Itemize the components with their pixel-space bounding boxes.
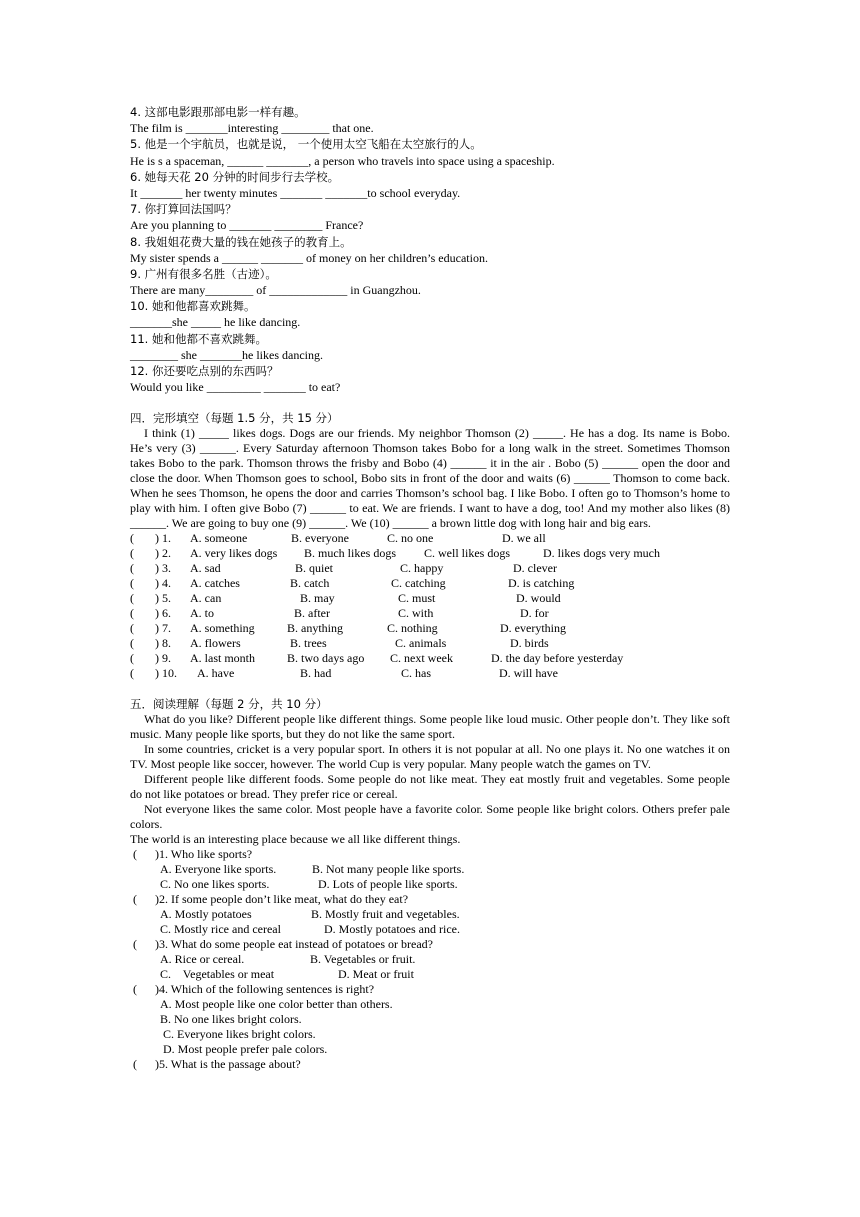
question-number: ( ) 4. xyxy=(130,576,171,591)
option-d: D. Mostly potatoes and rice. xyxy=(324,922,460,937)
option-a: A. catches xyxy=(190,576,240,591)
option-c: C. Everyone likes bright colors. xyxy=(160,1027,316,1042)
option-a: A. have xyxy=(197,666,235,681)
question-number: ( ) 8. xyxy=(130,636,171,651)
option-d: D. the day before yesterday xyxy=(491,651,624,666)
option-c: C. well likes dogs xyxy=(424,546,510,561)
option-c: C. happy xyxy=(400,561,444,576)
translation-prompt: 10. 她和他都喜欢跳舞。 xyxy=(130,299,256,314)
reading-question: ( )4. Which of the following sentences is right? xyxy=(130,982,375,997)
option-b: B. two days ago xyxy=(287,651,365,666)
option-a: A. Rice or cereal. xyxy=(160,952,245,967)
option-a: A. very likes dogs xyxy=(190,546,278,561)
option-b: B. Mostly fruit and vegetables. xyxy=(311,907,460,922)
translation-prompt: 12. 你还要吃点别的东西吗？ xyxy=(130,364,279,378)
cloze-question xyxy=(130,666,730,681)
cloze-passage: I think (1) _____ likes dogs. Dogs are our friends. My neighbor Thomson (2) _____. He has a dog. Its name is Bobo. He’s very (3) ______. Every Saturday afternoon Thomson takes Bobo for a long walk in the street. Sometimes Thomson takes Bobo to the park. Thomson throws the frisby and Bobo (4) ______ it in the air . Bobo (5) ______ open the door and close the door. When Thomson goes to school, Bobo sits in front of the door and waits (6) ______ Thomson to come back. When he sees Thomson, he opens the door and carries Thomson’s school bag. I like Bobo. I often go to Thomson’s home to play with him. I often give Bobo (7) ______ to eat. We are friends. I want to have a dog, too! And my mother also likes (8) ______. We are going to buy one (9) ______. We (10) ______ a brown little dog with long hair and big ears. xyxy=(130,426,730,531)
option-d: D. Meat or fruit xyxy=(338,967,414,982)
translation-sentence: ________ she _______he likes dancing. xyxy=(130,347,323,362)
option-c: C. with xyxy=(398,606,434,621)
option-row xyxy=(130,922,730,937)
option-d: D. clever xyxy=(513,561,557,576)
reading-paragraph: What do you like? Different people like different things. Some people like loud music. Other people don’t. They like soft music. Many people like sports, but they do not like the same sport. xyxy=(130,712,730,742)
reading-question: ( )5. What is the passage about? xyxy=(130,1057,301,1072)
option-a: A. to xyxy=(190,606,214,621)
translation-prompt: 5. 他是一个宇航员，也就是说， 一个使用太空飞船在太空旅行的人。 xyxy=(130,137,482,152)
question-number: ( ) 3. xyxy=(130,561,171,576)
translation-prompt: 9. 广州有很多名胜（古迹）。 xyxy=(130,266,277,281)
option-a: A. can xyxy=(190,591,222,606)
option-c: C. must xyxy=(398,591,436,606)
option-b: B. much likes dogs xyxy=(304,546,396,561)
translation-sentence: It _______ her twenty minutes _______ _______to school everyday. xyxy=(130,185,461,200)
question-number: ( ) 5. xyxy=(130,591,171,606)
option-d: D. likes dogs very much xyxy=(543,546,660,561)
option-b: B. catch xyxy=(290,576,330,591)
option-a: A. flowers xyxy=(190,636,241,651)
translation-sentence: Would you like _________ _______ to eat? xyxy=(130,380,341,395)
option-c: C. no one xyxy=(387,531,434,546)
option-b: B. quiet xyxy=(295,561,333,576)
option-d: D. is catching xyxy=(508,576,575,591)
option-row xyxy=(130,967,730,982)
reading-paragraph: Different people like different foods. Some people do not like meat. They eat mostly fruit and vegetables. Some people do not like potatoes or bread. They prefer rice or cereal. xyxy=(130,772,730,802)
translation-prompt: 6. 她每天花 20 分钟的时间步行去学校。 xyxy=(130,169,340,184)
option-a: A. someone xyxy=(190,531,248,546)
translation-prompt: 7. 你打算回法国吗？ xyxy=(130,202,237,217)
option-c: C. catching xyxy=(391,576,446,591)
translation-sentence: There are many________ of _____________ in Guangzhou. xyxy=(130,283,421,298)
translation-sentence: The film is _______interesting ________ that one. xyxy=(130,121,374,136)
translation-sentence: He is s a spaceman, ______ _______, a person who travels into space using a spaceship. xyxy=(130,153,555,168)
option-b: B. may xyxy=(300,591,335,606)
cloze-question xyxy=(130,561,730,576)
worksheet-page xyxy=(130,104,730,1072)
cloze-title: 四．完形填空（每题 1.5 分，共 15 分） xyxy=(130,411,339,426)
option-a: A. Everyone like sports. xyxy=(160,862,277,877)
question-number: ( ) 2. xyxy=(130,546,171,561)
cloze-question xyxy=(130,621,730,636)
cloze-question xyxy=(130,546,730,561)
cloze-section xyxy=(130,410,730,681)
option-a: A. Most people like one color better than others. xyxy=(160,997,393,1012)
option-row xyxy=(130,952,730,967)
translation-section xyxy=(130,104,730,395)
reading-question: ( )2. If some people don’t like meat, what do they eat? xyxy=(130,892,409,907)
option-b: B. had xyxy=(300,666,332,681)
translation-sentence: _______she _____ he like dancing. xyxy=(130,315,301,330)
option-d: D. Most people prefer pale colors. xyxy=(160,1042,328,1057)
reading-question: ( )3. What do some people eat instead of potatoes or bread? xyxy=(130,937,434,952)
translation-sentence: My sister spends a ______ _______ of money on her children’s education. xyxy=(130,250,488,265)
cloze-question xyxy=(130,636,730,651)
reading-paragraph: In some countries, cricket is a very popular sport. In others it is not popular at all. No one plays it. No one watches it on TV. Most people like soccer, however. The world Cup is very popular. Many people watch the games on TV. xyxy=(130,742,730,772)
question-number: ( ) 1. xyxy=(130,531,171,546)
option-d: D. we all xyxy=(502,531,546,546)
translation-prompt: 4. 这部电影跟那部电影一样有趣。 xyxy=(130,105,306,119)
option-b: B. Not many people like sports. xyxy=(312,862,465,877)
question-number: ( ) 7. xyxy=(130,621,171,636)
option-row xyxy=(130,1042,730,1057)
option-b: B. trees xyxy=(290,636,327,651)
option-d: D. will have xyxy=(499,666,558,681)
option-a: A. Mostly potatoes xyxy=(160,907,252,922)
cloze-questions xyxy=(130,531,730,681)
option-c: C. has xyxy=(401,666,431,681)
cloze-question xyxy=(130,606,730,621)
option-row xyxy=(130,877,730,892)
option-a: A. something xyxy=(190,621,255,636)
option-c: C. No one likes sports. xyxy=(160,877,270,892)
option-d: D. for xyxy=(520,606,549,621)
reading-paragraph: Not everyone likes the same color. Most people have a favorite color. Some people like bright colors. Others prefer pale colors. xyxy=(130,802,730,832)
option-row xyxy=(130,997,730,1012)
option-row xyxy=(130,862,730,877)
reading-closing: The world is an interesting place because we all like different things. xyxy=(130,832,461,847)
option-row xyxy=(130,1012,730,1027)
option-row xyxy=(130,907,730,922)
cloze-question xyxy=(130,576,730,591)
option-a: A. sad xyxy=(190,561,221,576)
cloze-question xyxy=(130,651,730,666)
option-d: D. everything xyxy=(500,621,566,636)
option-b: B. No one likes bright colors. xyxy=(160,1012,302,1027)
question-number: ( ) 10. xyxy=(130,666,177,681)
option-d: D. birds xyxy=(510,636,549,651)
cloze-question xyxy=(130,531,730,546)
option-row xyxy=(130,1027,730,1042)
option-c: C. nothing xyxy=(387,621,438,636)
option-b: B. Vegetables or fruit. xyxy=(310,952,416,967)
question-number: ( ) 9. xyxy=(130,651,171,666)
option-a: A. last month xyxy=(190,651,255,666)
reading-question: ( )1. Who like sports? xyxy=(130,847,253,862)
option-d: D. would xyxy=(516,591,561,606)
cloze-question xyxy=(130,591,730,606)
option-c: C. Mostly rice and cereal xyxy=(160,922,281,937)
reading-title: 五．阅读理解（每题 2 分，共 10 分） xyxy=(130,697,328,712)
option-b: B. after xyxy=(294,606,330,621)
option-c: C. next week xyxy=(390,651,453,666)
translation-sentence: Are you planning to _______ ________ France? xyxy=(130,218,364,233)
option-b: B. everyone xyxy=(291,531,349,546)
option-d: D. Lots of people like sports. xyxy=(318,877,458,892)
translation-prompt: 8. 我姐姐花费大量的钱在她孩子的教育上。 xyxy=(130,234,352,249)
option-c: C. animals xyxy=(395,636,447,651)
option-c: C. Vegetables or meat xyxy=(160,967,275,982)
translation-prompt: 11. 她和他都不喜欢跳舞。 xyxy=(130,331,267,346)
option-b: B. anything xyxy=(287,621,343,636)
question-number: ( ) 6. xyxy=(130,606,171,621)
reading-section xyxy=(130,696,730,1072)
